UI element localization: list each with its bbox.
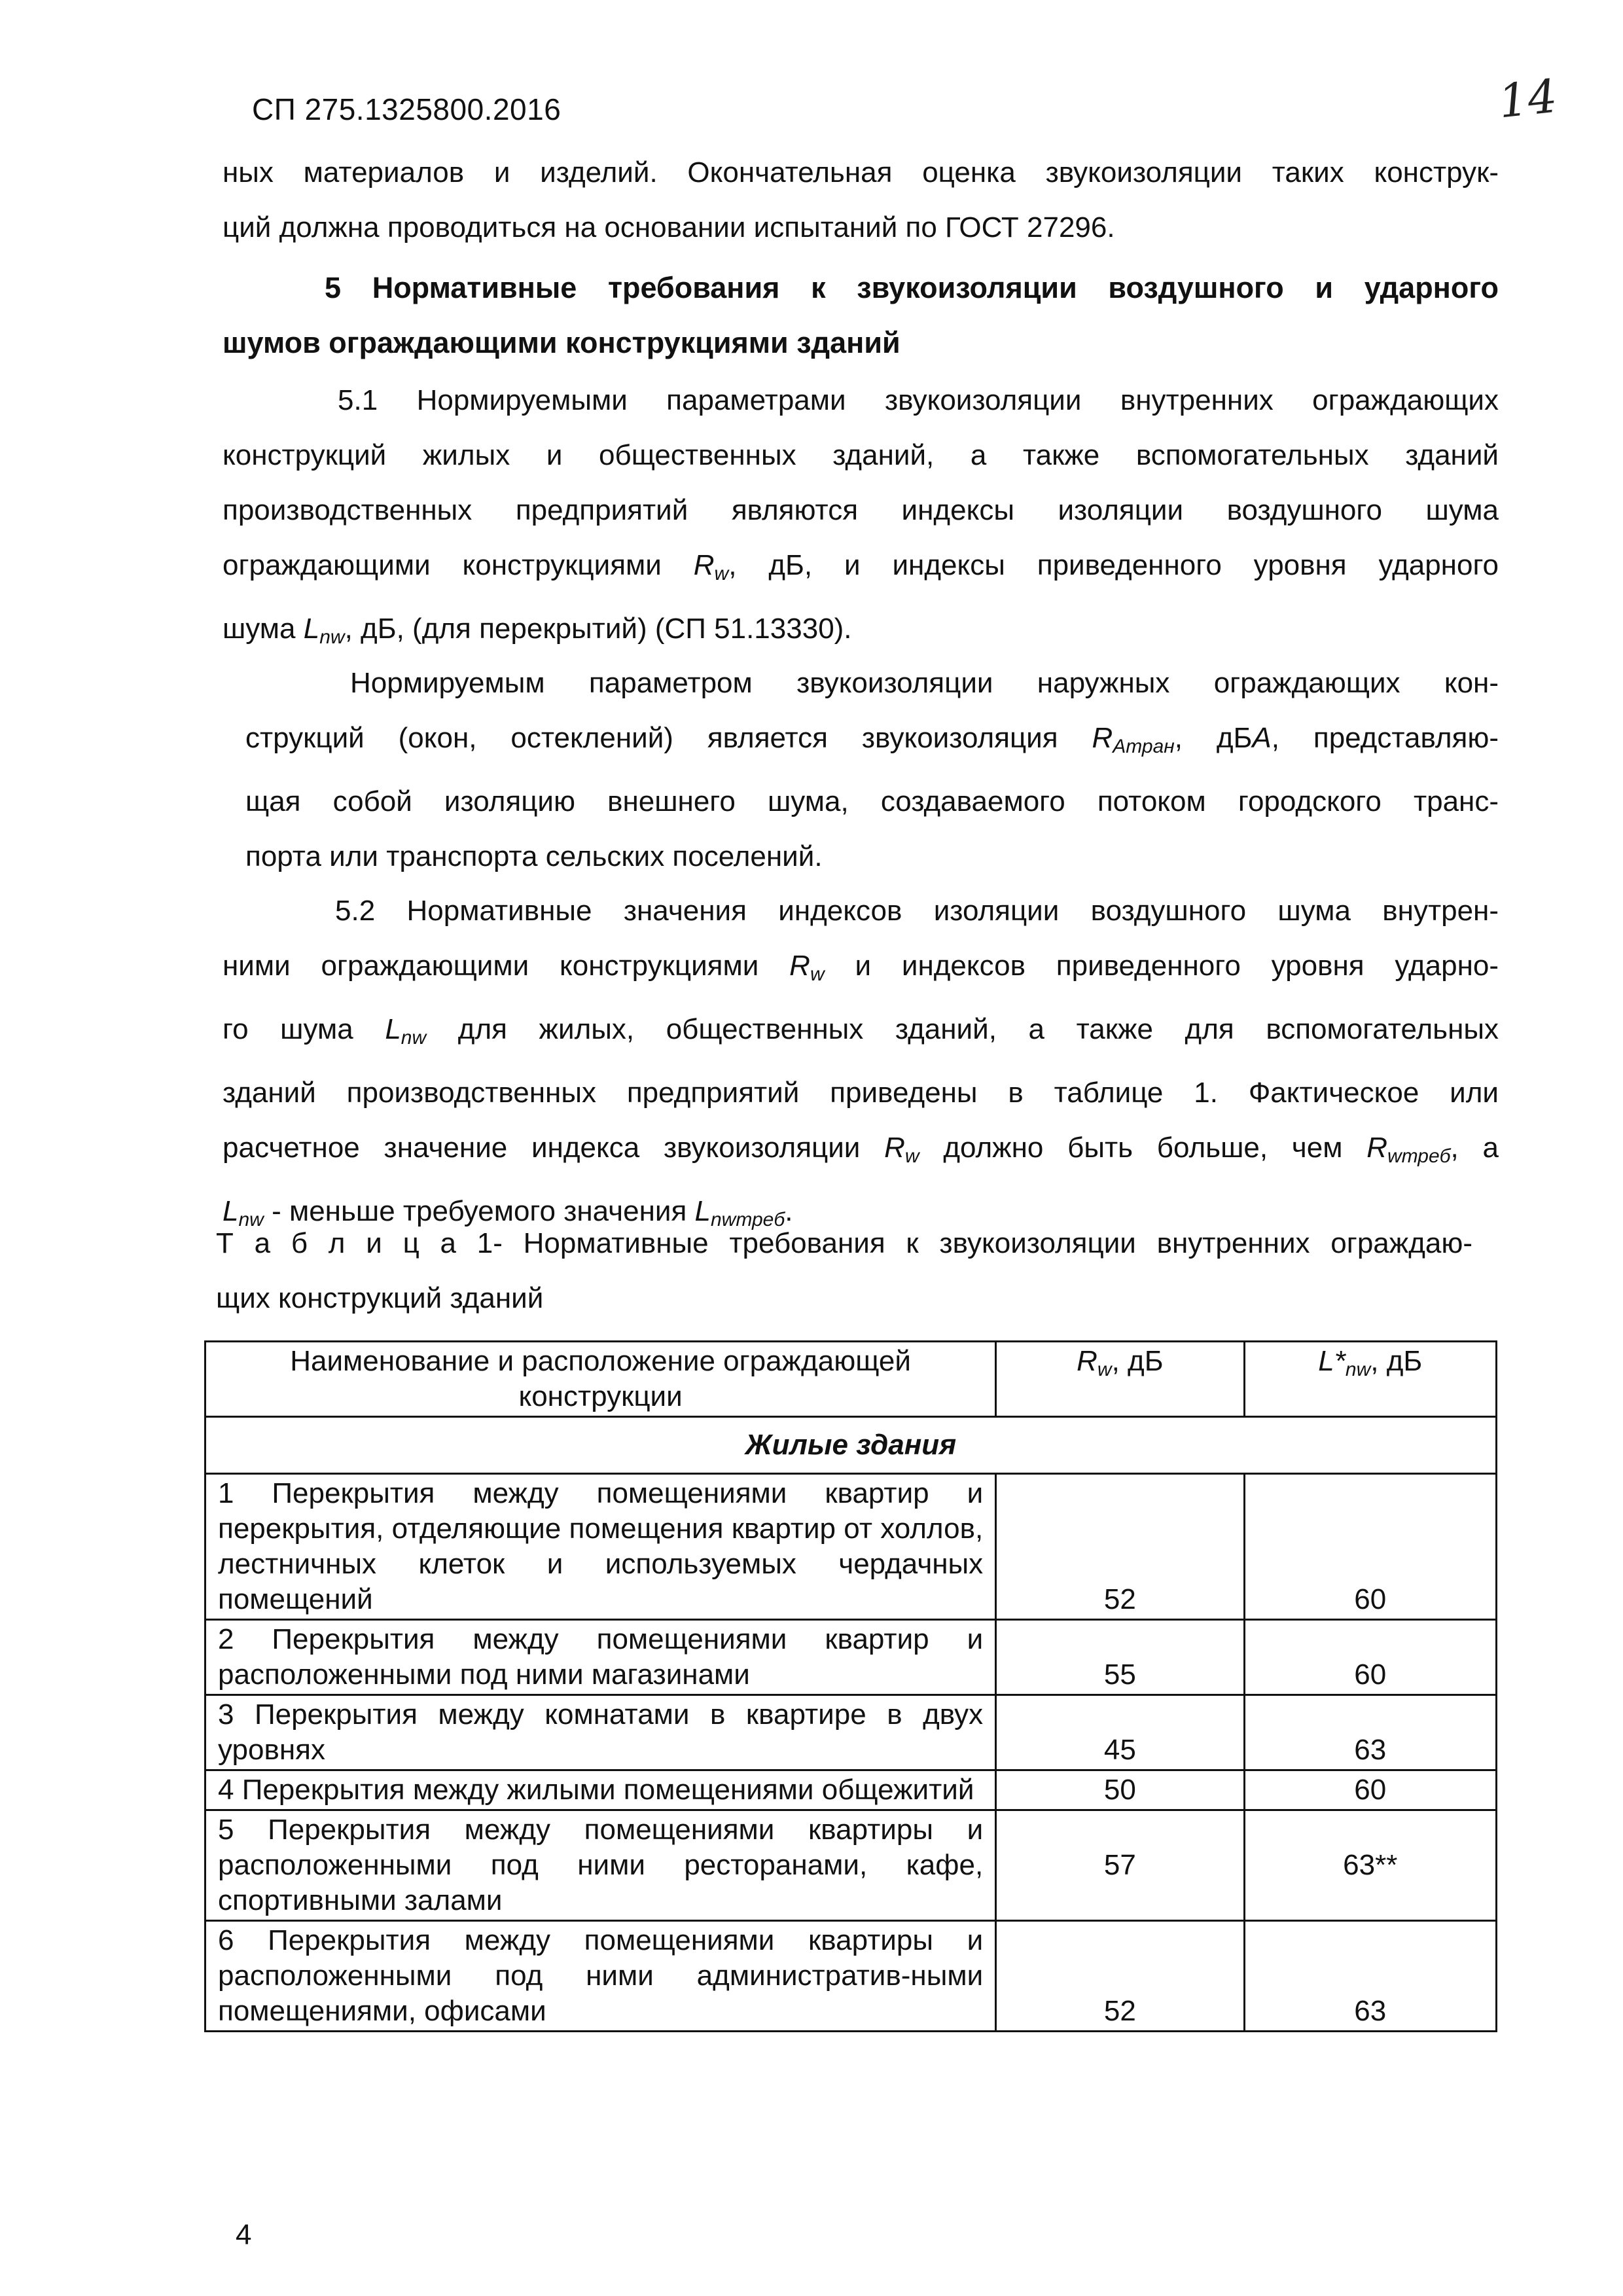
text-run: ними ограждающими конструкциями bbox=[223, 950, 790, 982]
table-caption bbox=[216, 1216, 1472, 1326]
row-lnw: 60 bbox=[1244, 1770, 1496, 1810]
subscript: Атран bbox=[1113, 736, 1175, 757]
subscript: nwтреб bbox=[710, 1209, 785, 1230]
row-rw: 50 bbox=[996, 1770, 1244, 1810]
row-rw: 52 bbox=[996, 1921, 1244, 2032]
subscript: w bbox=[810, 963, 825, 985]
text-line: Нормируемым параметром звукоизоляции наружных ограждающих кон- bbox=[350, 667, 1499, 699]
table-row bbox=[205, 1695, 1497, 1770]
text-line: конструкций жилых и общественных зданий, а также вспомогательных зданий bbox=[223, 439, 1499, 471]
text-run: для жилых, общественных зданий, а также для вспомогательных bbox=[426, 1013, 1499, 1045]
row-name: 4 Перекрытия между жилыми помещениями общежитий bbox=[205, 1770, 996, 1810]
text-run: , дБ, (для перекрытий) (СП 51.13330). bbox=[344, 613, 852, 645]
subscript: nw bbox=[238, 1209, 264, 1230]
symbol-R: R bbox=[1077, 1345, 1097, 1377]
text-line bbox=[223, 939, 1499, 1002]
paragraph-5-1-continued bbox=[245, 656, 1499, 884]
group-label: Жилые здания bbox=[205, 1417, 1497, 1474]
text-run: ограждающими конструкциями bbox=[223, 549, 694, 581]
text-line: щая собой изоляцию внешнего шума, создаваемого потоком городского транс- bbox=[245, 785, 1499, 817]
handwritten-folio-number: 14 bbox=[1495, 69, 1560, 129]
text-line bbox=[245, 711, 1499, 774]
text-line: зданий производственных предприятий приведены в таблице 1. Фактическое или bbox=[223, 1077, 1499, 1109]
text-line: порта или транспорта сельских поселений. bbox=[245, 840, 823, 872]
heading-line: 5 Нормативные требования к звукоизоляции воздушного и ударного bbox=[325, 271, 1499, 304]
table-row bbox=[205, 1810, 1497, 1921]
text-run: струкций (окон, остеклений) является звукоизоляция bbox=[245, 722, 1092, 754]
row-rw: 57 bbox=[996, 1810, 1244, 1921]
text-line: 5.2 Нормативные значения индексов изоляции воздушного шума внутрен- bbox=[335, 895, 1499, 927]
symbol-R: R bbox=[693, 549, 715, 581]
subscript: nw bbox=[401, 1027, 427, 1049]
symbol-R: R bbox=[789, 950, 810, 982]
row-name: 6 Перекрытия между помещениями квартиры и расположенными под ними административ-ными помещениями, офисами bbox=[205, 1921, 996, 2032]
text-run: расчетное значение индекса звукоизоляции bbox=[223, 1132, 885, 1164]
text-line bbox=[223, 1002, 1499, 1066]
row-lnw: 63 bbox=[1244, 1921, 1496, 2032]
text-run: , а bbox=[1450, 1132, 1499, 1164]
text-line bbox=[223, 538, 1499, 601]
text-run: , дБ, и индексы приведенного уровня ударного bbox=[728, 549, 1499, 581]
paragraph-5-1 bbox=[223, 373, 1499, 665]
symbol-L: L bbox=[303, 613, 320, 645]
row-lnw: 60 bbox=[1244, 1474, 1496, 1620]
subscript: nw bbox=[1345, 1359, 1371, 1380]
text-run: , представляю- bbox=[1271, 722, 1499, 754]
table-row bbox=[205, 1770, 1497, 1810]
row-name: 1 Перекрытия между помещениями квартир и перекрытия, отделяющие помещения квартир от холлов, лестничных клеток и используемых чердачных помещений bbox=[205, 1474, 996, 1620]
table-group-row bbox=[205, 1417, 1497, 1474]
subscript: wтреб bbox=[1387, 1145, 1451, 1167]
table-row bbox=[205, 1921, 1497, 2032]
symbol-R: R bbox=[884, 1132, 905, 1164]
row-rw: 52 bbox=[996, 1474, 1244, 1620]
symbol-R: R bbox=[1366, 1132, 1387, 1164]
table-row bbox=[205, 1620, 1497, 1695]
column-header-name: Наименование и расположение ограждающей конструкции bbox=[205, 1342, 996, 1417]
subscript: w bbox=[1097, 1359, 1112, 1380]
table-header-row bbox=[205, 1342, 1497, 1417]
subscript: w bbox=[714, 563, 729, 584]
column-header-rw bbox=[996, 1342, 1244, 1417]
table-row bbox=[205, 1474, 1497, 1620]
requirements-table bbox=[204, 1340, 1497, 2032]
text-run: и индексов приведенного уровня ударно- bbox=[824, 950, 1499, 982]
symbol-L: L bbox=[694, 1195, 711, 1227]
text-line: производственных предприятий являются индексы изоляции воздушного шума bbox=[223, 494, 1499, 526]
row-lnw: 63 bbox=[1244, 1695, 1496, 1770]
symbol-L: L bbox=[385, 1013, 401, 1045]
row-rw: 45 bbox=[996, 1695, 1244, 1770]
row-name: 3 Перекрытия между комнатами в квартире в двух уровнях bbox=[205, 1695, 996, 1770]
text-run: шума bbox=[223, 613, 304, 645]
intro-paragraph bbox=[223, 145, 1499, 255]
symbol-R: R bbox=[1092, 722, 1113, 754]
row-lnw: 60 bbox=[1244, 1620, 1496, 1695]
text-line: ных материалов и изделий. Окончательная оценка звукоизоляции таких конструк- bbox=[223, 156, 1499, 188]
row-name: 2 Перекрытия между помещениями квартир и расположенными под ними магазинами bbox=[205, 1620, 996, 1695]
text-line: ций должна проводиться на основании испытаний по ГОСТ 27296. bbox=[223, 211, 1115, 243]
paragraph-5-2 bbox=[223, 884, 1499, 1247]
row-rw: 55 bbox=[996, 1620, 1244, 1695]
heading-line: шумов ограждающими конструкциями зданий bbox=[223, 326, 901, 359]
text-line: 5.1 Нормируемыми параметрами звукоизоляции внутренних ограждающих bbox=[338, 384, 1499, 416]
subscript: w bbox=[904, 1145, 919, 1167]
text-run: , дБ bbox=[1174, 722, 1253, 754]
row-name: 5 Перекрытия между помещениями квартиры и расположенными под ними ресторанами, кафе, спортивными залами bbox=[205, 1810, 996, 1921]
unit: , дБ bbox=[1370, 1345, 1423, 1377]
caption-line: Т а б л и ц а 1- Нормативные требования к звукоизоляции внутренних ограждаю- bbox=[216, 1227, 1472, 1259]
row-lnw: 63** bbox=[1244, 1810, 1496, 1921]
page-number: 4 bbox=[236, 2219, 252, 2251]
text-run: го шума bbox=[223, 1013, 385, 1045]
document-code: СП 275.1325800.2016 bbox=[252, 92, 562, 126]
symbol-L: L bbox=[223, 1195, 239, 1227]
text-run: должно быть больше, чем bbox=[919, 1132, 1367, 1164]
subscript: nw bbox=[319, 626, 345, 648]
text-line bbox=[223, 1121, 1499, 1184]
text-run: А bbox=[1252, 722, 1272, 754]
column-header-lnw bbox=[1244, 1342, 1496, 1417]
unit: , дБ bbox=[1111, 1345, 1164, 1377]
text-run: - меньше требуемого значения bbox=[263, 1195, 695, 1227]
caption-line: щих конструкций зданий bbox=[216, 1282, 544, 1314]
symbol-L: L* bbox=[1318, 1345, 1346, 1377]
section-heading bbox=[223, 260, 1499, 370]
text-run: . bbox=[785, 1195, 793, 1227]
